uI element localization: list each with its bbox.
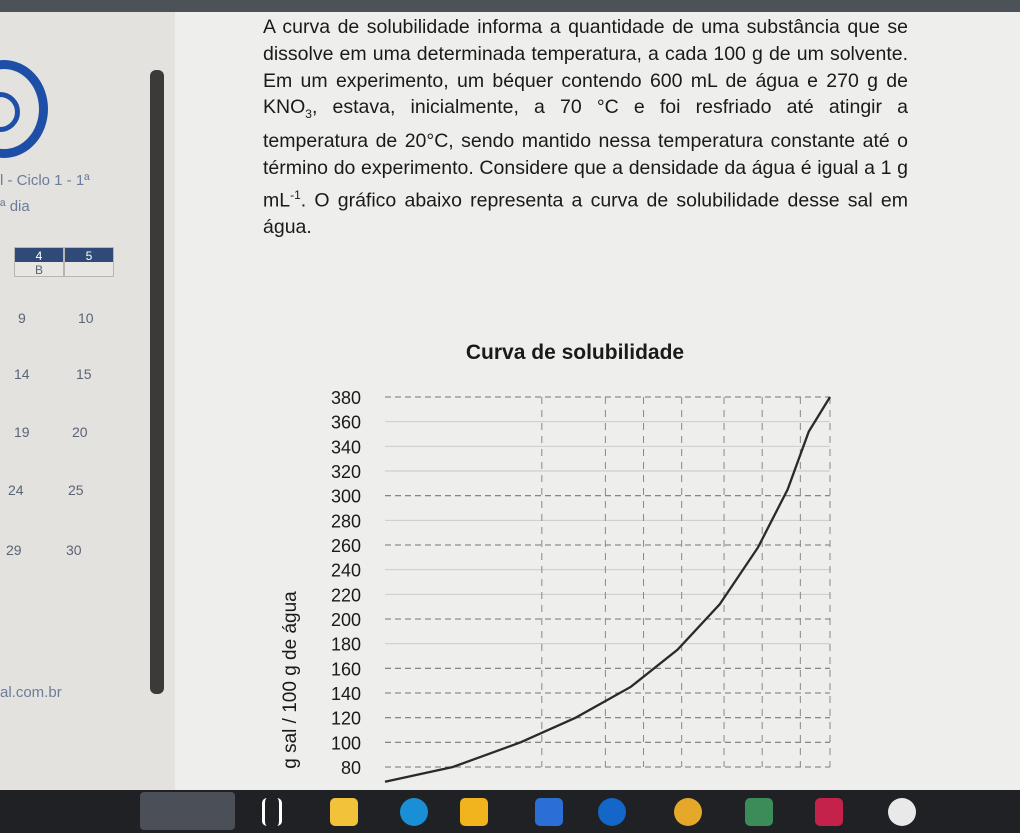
app-badge-icon[interactable]: [674, 798, 702, 826]
y-tick-label: 360: [330, 412, 361, 433]
paint-icon[interactable]: [330, 798, 358, 826]
y-tick-label: 300: [330, 486, 361, 507]
y-tick-label: 160: [330, 659, 361, 680]
question-text-part: , estava, inicialmente, a 70 °C e foi resfriado até atingir a temperatura de 20°C, sendo mantido nessa temperatura constante até o término do experimento. Considere que a densidade da água é igual a 1 g mL: [263, 96, 908, 212]
y-tick-label: 180: [330, 634, 361, 655]
calendar-cell-5[interactable]: 5: [64, 247, 114, 277]
task-view-icon[interactable]: [262, 798, 282, 826]
y-tick-label: 280: [330, 511, 361, 532]
taskbar: [0, 790, 1020, 833]
calendar-day[interactable]: 14: [14, 366, 30, 382]
outlook-icon[interactable]: [598, 798, 626, 826]
left-panel: [0, 12, 175, 790]
y-tick-label: 220: [330, 585, 361, 606]
calendar-day[interactable]: 9: [18, 310, 26, 326]
chart-title: Curva de solubilidade: [465, 341, 685, 364]
store-icon[interactable]: [535, 798, 563, 826]
calendar-day[interactable]: 19: [14, 424, 30, 440]
download-app-icon[interactable]: [745, 798, 773, 826]
thumbnail-image[interactable]: [140, 792, 235, 830]
solubility-chart: [175, 12, 1020, 790]
calendar-day[interactable]: 30: [66, 542, 82, 558]
y-tick-label: 200: [330, 610, 361, 630]
y-tick-label: 260: [330, 536, 361, 556]
scrollbar[interactable]: [150, 70, 164, 694]
day-label: ª dia: [0, 198, 30, 215]
chart-grid: [385, 397, 830, 767]
y-axis-label: g sal / 100 g de água: [280, 591, 301, 769]
y-tick-label: 100: [330, 733, 361, 754]
calendar-day[interactable]: 29: [6, 542, 22, 558]
unit-superscript: -1: [290, 187, 301, 202]
question-text-part: . O gráfico abaixo representa a curva de solubilidade desse sal em água.: [263, 189, 908, 238]
calendar-day[interactable]: 25: [68, 482, 84, 498]
window-top-bar: [0, 0, 1020, 12]
calendar-day[interactable]: 10: [78, 310, 94, 326]
calendar-day[interactable]: 20: [72, 424, 88, 440]
y-tick-label: 380: [330, 388, 361, 408]
solubility-curve: [385, 397, 830, 782]
media-icon[interactable]: [815, 798, 843, 826]
y-tick-label: 140: [330, 684, 361, 704]
edge-icon[interactable]: [400, 798, 428, 826]
file-explorer-icon[interactable]: [460, 798, 488, 826]
calendar-day[interactable]: 24: [8, 482, 24, 498]
y-tick-label: 340: [330, 437, 361, 458]
y-axis-ticks: [331, 388, 361, 778]
y-tick-label: 80: [340, 758, 361, 778]
y-tick-label: 120: [330, 708, 361, 729]
formula-subscript: 3: [305, 107, 312, 122]
question-text-part: A curva de solubilidade informa a quantidade de uma substância que se dissolve em uma determinada temperatura, a cada 100 g de um solvente. Em um experimento, um béquer contendo 600 mL de água e 270 g de KNO: [263, 16, 908, 119]
chrome-icon[interactable]: [888, 798, 916, 826]
y-tick-label: 320: [330, 462, 361, 482]
calendar-cell-4[interactable]: 4 B: [14, 247, 64, 277]
solubility-curve-line: [385, 397, 830, 782]
site-footer-text[interactable]: al.com.br: [0, 684, 62, 701]
calendar-day[interactable]: 15: [76, 366, 92, 382]
y-tick-label: 240: [330, 560, 361, 581]
course-label: l - Ciclo 1 - 1ª: [0, 172, 90, 189]
